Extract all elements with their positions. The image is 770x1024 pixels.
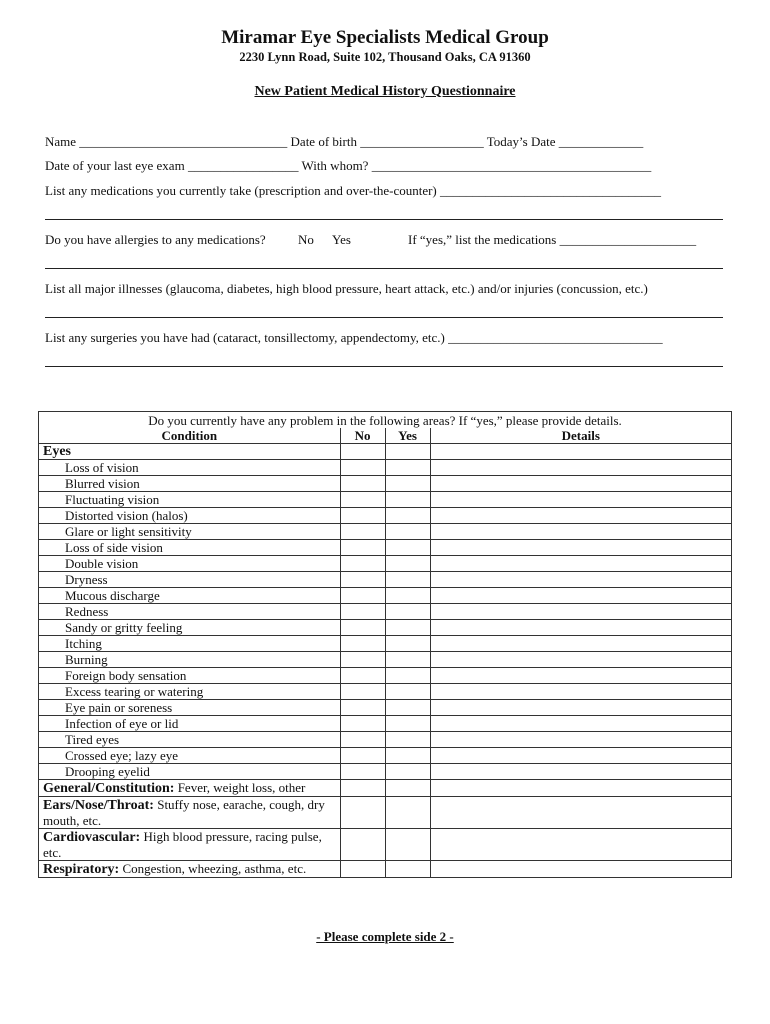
table-row [39, 588, 732, 604]
yes-cell[interactable] [385, 556, 430, 572]
form-title: New Patient Medical History Questionnaire [254, 84, 516, 99]
illness-label: List all major illnesses (glaucoma, diabetes, high blood pressure, heart attack, etc.) and/or injuries (concussion, etc.) [45, 281, 648, 296]
yes-cell[interactable] [385, 636, 430, 652]
details-cell[interactable] [430, 797, 731, 829]
eye-condition-label: Dryness [39, 572, 341, 588]
system-description: High blood pressure, racing pulse, etc. [43, 829, 322, 860]
condition-header: Condition [39, 428, 341, 444]
table-row [39, 460, 732, 476]
no-cell[interactable] [340, 444, 385, 460]
last-exam-line[interactable]: Date of your last eye exam _________________ With whom? ___________________________________________ [45, 158, 652, 173]
details-cell[interactable] [430, 524, 731, 540]
no-header: No [340, 428, 385, 444]
details-cell[interactable] [430, 444, 731, 460]
table-row [39, 636, 732, 652]
table-row [39, 780, 732, 797]
table-row [39, 492, 732, 508]
details-cell[interactable] [430, 460, 731, 476]
table-row [39, 620, 732, 636]
yes-cell[interactable] [385, 476, 430, 492]
table-row [39, 556, 732, 572]
details-cell[interactable] [430, 764, 731, 780]
table-row [39, 732, 732, 748]
system-description: Congestion, wheezing, asthma, etc. [119, 861, 307, 876]
table-row [39, 748, 732, 764]
yes-cell[interactable] [385, 620, 430, 636]
details-cell[interactable] [430, 588, 731, 604]
no-cell[interactable] [340, 508, 385, 524]
details-cell[interactable] [430, 732, 731, 748]
table-row [39, 684, 732, 700]
no-cell[interactable] [340, 716, 385, 732]
surgeries-rule[interactable] [45, 366, 723, 367]
yes-cell[interactable] [385, 540, 430, 556]
details-header: Details [430, 428, 731, 444]
no-cell[interactable] [340, 732, 385, 748]
eye-condition-label: Mucous discharge [39, 588, 341, 604]
eye-condition-label: Itching [39, 636, 341, 652]
eye-condition-label: Burning [39, 652, 341, 668]
details-cell[interactable] [430, 620, 731, 636]
eye-condition-label: Blurred vision [39, 476, 341, 492]
details-cell[interactable] [430, 572, 731, 588]
medications-rule[interactable] [45, 219, 723, 220]
details-cell[interactable] [430, 780, 731, 797]
no-cell[interactable] [340, 540, 385, 556]
table-row [39, 572, 732, 588]
details-cell[interactable] [430, 476, 731, 492]
yes-cell[interactable] [385, 508, 430, 524]
details-cell[interactable] [430, 684, 731, 700]
table-row [39, 829, 732, 861]
no-cell[interactable] [340, 861, 385, 878]
system-title: Respiratory: [43, 862, 120, 877]
system-condition [39, 861, 341, 878]
table-row [39, 508, 732, 524]
table-row [39, 668, 732, 684]
system-description: Stuffy nose, earache, cough, dry mouth, etc. [43, 797, 325, 828]
symptom-table [38, 411, 732, 878]
yes-cell[interactable] [385, 780, 430, 797]
yes-cell[interactable] [385, 700, 430, 716]
name-dob-date-line[interactable]: Name ________________________________ Date of birth ___________________ Today’s Date _____________ [45, 134, 644, 149]
eye-condition-label: Loss of vision [39, 460, 341, 476]
medications-line[interactable]: List any medications you currently take (prescription and over-the-counter) __________________________________ [45, 183, 662, 198]
no-cell[interactable] [340, 780, 385, 797]
allergy-yes-option[interactable]: Yes [332, 232, 351, 247]
yes-cell[interactable] [385, 460, 430, 476]
details-cell[interactable] [430, 716, 731, 732]
eye-condition-label: Eye pain or soreness [39, 700, 341, 716]
table-row [39, 476, 732, 492]
org-address: 2230 Lynn Road, Suite 102, Thousand Oaks, CA 91360 [239, 50, 531, 64]
eyes-section-title: Eyes [39, 444, 341, 460]
details-cell[interactable] [430, 556, 731, 572]
no-cell[interactable] [340, 748, 385, 764]
details-cell[interactable] [430, 861, 731, 878]
no-cell[interactable] [340, 572, 385, 588]
details-cell[interactable] [430, 508, 731, 524]
yes-cell[interactable] [385, 524, 430, 540]
system-title: General/Constitution: [43, 781, 175, 796]
no-cell[interactable] [340, 829, 385, 861]
no-cell[interactable] [340, 460, 385, 476]
eye-condition-label: Foreign body sensation [39, 668, 341, 684]
eye-condition-label: Redness [39, 604, 341, 620]
yes-cell[interactable] [385, 604, 430, 620]
surgeries-line[interactable]: List any surgeries you have had (cataract, tonsillectomy, appendectomy, etc.) _________________________________ [45, 330, 663, 345]
table-row [39, 604, 732, 620]
yes-cell[interactable] [385, 652, 430, 668]
footer-note: - Please complete side 2 - [316, 929, 454, 944]
eye-condition-label: Sandy or gritty feeling [39, 620, 341, 636]
no-cell[interactable] [340, 764, 385, 780]
eye-condition-label: Distorted vision (halos) [39, 508, 341, 524]
system-condition [39, 780, 341, 797]
yes-cell[interactable] [385, 572, 430, 588]
yes-cell[interactable] [385, 716, 430, 732]
table-row [39, 716, 732, 732]
no-cell[interactable] [340, 524, 385, 540]
table-row [39, 797, 732, 829]
details-cell[interactable] [430, 492, 731, 508]
details-cell[interactable] [430, 668, 731, 684]
yes-cell[interactable] [385, 492, 430, 508]
yes-cell[interactable] [385, 829, 430, 861]
eye-condition-label: Crossed eye; lazy eye [39, 748, 341, 764]
table-row [39, 700, 732, 716]
no-cell[interactable] [340, 604, 385, 620]
yes-cell[interactable] [385, 748, 430, 764]
allergy-question: Do you have allergies to any medications? [45, 232, 266, 247]
no-cell[interactable] [340, 476, 385, 492]
system-title: Cardiovascular: [43, 830, 141, 845]
details-cell[interactable] [430, 700, 731, 716]
system-condition [39, 797, 341, 829]
no-cell[interactable] [340, 588, 385, 604]
no-cell[interactable] [340, 652, 385, 668]
details-cell[interactable] [430, 636, 731, 652]
no-cell[interactable] [340, 684, 385, 700]
eye-condition-label: Drooping eyelid [39, 764, 341, 780]
eye-condition-label: Fluctuating vision [39, 492, 341, 508]
eye-condition-label: Tired eyes [39, 732, 341, 748]
allergy-list-line[interactable]: If “yes,” list the medications _____________________ [408, 232, 697, 247]
details-cell[interactable] [430, 748, 731, 764]
table-row [39, 524, 732, 540]
eye-condition-label: Infection of eye or lid [39, 716, 341, 732]
system-description: Fever, weight loss, other [174, 780, 306, 795]
yes-cell[interactable] [385, 684, 430, 700]
details-cell[interactable] [430, 829, 731, 861]
system-title: Ears/Nose/Throat: [43, 798, 154, 813]
yes-cell[interactable] [385, 668, 430, 684]
no-cell[interactable] [340, 620, 385, 636]
eye-condition-label: Double vision [39, 556, 341, 572]
table-banner: Do you currently have any problem in the following areas? If “yes,” please provide details. [39, 412, 732, 429]
no-cell[interactable] [340, 636, 385, 652]
yes-cell[interactable] [385, 797, 430, 829]
yes-cell[interactable] [385, 764, 430, 780]
table-row [39, 764, 732, 780]
eye-condition-label: Excess tearing or watering [39, 684, 341, 700]
system-condition [39, 829, 341, 861]
allergy-rule[interactable] [45, 268, 723, 269]
eye-condition-label: Loss of side vision [39, 540, 341, 556]
no-cell[interactable] [340, 492, 385, 508]
org-name: Miramar Eye Specialists Medical Group [221, 27, 549, 48]
illness-rule[interactable] [45, 317, 723, 318]
yes-cell[interactable] [385, 861, 430, 878]
yes-cell[interactable] [385, 732, 430, 748]
details-cell[interactable] [430, 540, 731, 556]
table-row [39, 652, 732, 668]
yes-cell[interactable] [385, 444, 430, 460]
table-row [39, 540, 732, 556]
no-cell[interactable] [340, 797, 385, 829]
no-cell[interactable] [340, 700, 385, 716]
no-cell[interactable] [340, 668, 385, 684]
eye-condition-label: Glare or light sensitivity [39, 524, 341, 540]
details-cell[interactable] [430, 652, 731, 668]
yes-header: Yes [385, 428, 430, 444]
details-cell[interactable] [430, 604, 731, 620]
table-row [39, 861, 732, 878]
no-cell[interactable] [340, 556, 385, 572]
allergy-no-option[interactable]: No [298, 232, 314, 247]
yes-cell[interactable] [385, 588, 430, 604]
